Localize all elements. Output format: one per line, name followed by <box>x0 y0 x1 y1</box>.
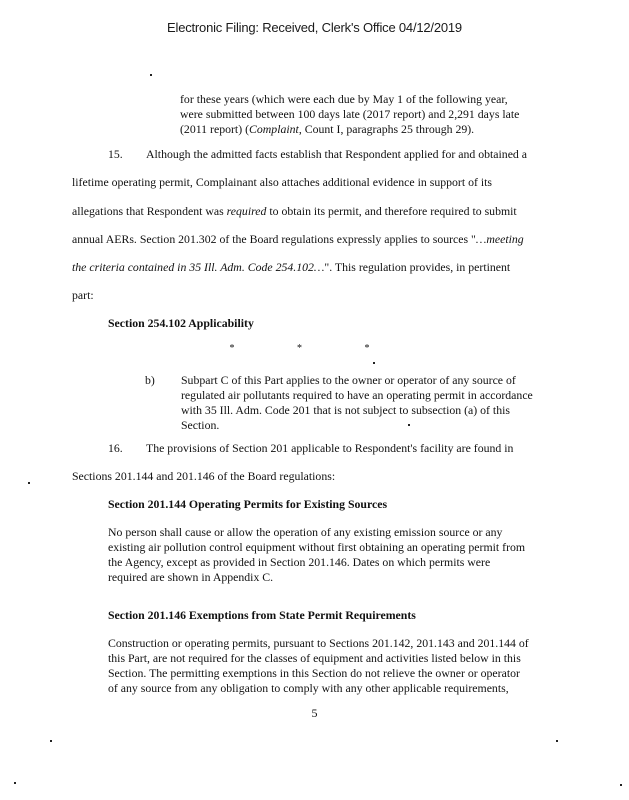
quote-line: the Agency, except as provided in Section 201.146. Dates on which permits were <box>108 555 491 569</box>
quote-line: with 35 Ill. Adm. Code 201 that is not subject to subsection (a) of this <box>181 403 510 417</box>
quote-line: Construction or operating permits, pursuant to Sections 201.142, 201.143 and 201.144 of <box>108 636 529 650</box>
section-254-102-text <box>181 373 561 433</box>
ellipsis-stars: * * * <box>229 343 400 354</box>
scan-speck <box>150 74 152 76</box>
quote-line: were submitted between 100 days late (2017 report) and 2,291 days late <box>180 107 520 121</box>
quote-line: Section. <box>181 418 220 432</box>
quote-line: (2011 report) (Complaint, Count I, paragraphs 25 through 29). <box>180 122 475 136</box>
paragraph-line: 15. Although the admitted facts establish that Respondent applied for and obtained a <box>72 140 572 168</box>
filing-stamp-header: Electronic Filing: Received, Clerk's Office 04/12/2019 <box>167 20 462 35</box>
scan-speck <box>28 482 30 484</box>
scan-speck <box>556 740 558 742</box>
subsection-label-b: b) <box>145 373 155 387</box>
quote-line: existing air pollution control equipment without first obtaining an operating permit from <box>108 540 526 554</box>
quote-line: Section. The permitting exemptions in this Section do not relieve the owner or operator <box>108 666 520 680</box>
section-254-102-heading: Section 254.102 Applicability <box>108 316 254 330</box>
paragraph-line: part: <box>72 288 94 303</box>
paragraph-line: lifetime operating permit, Complainant also attaches additional evidence in support of its <box>72 175 492 190</box>
paragraph-line: the criteria contained in 35 Ill. Adm. Code 254.102…". This regulation provides, in pertinent <box>72 260 511 275</box>
paragraph-16 <box>72 434 572 491</box>
section-201-144-text <box>108 525 568 585</box>
section-201-144-heading: Section 201.144 Operating Permits for Existing Sources <box>108 497 388 511</box>
scan-speck <box>620 784 622 786</box>
quote-line: required are shown in Appendix C. <box>108 570 274 584</box>
scan-speck <box>50 740 52 742</box>
quote-line: regulated air pollutants required to have an operating permit in accordance <box>181 388 533 402</box>
paragraph-line: 16. The provisions of Section 201 applicable to Respondent's facility are found in <box>72 434 572 462</box>
quote-line: No person shall cause or allow the operation of any existing emission source or any <box>108 525 503 539</box>
quote-line: Subpart C of this Part applies to the owner or operator of any source of <box>181 373 516 387</box>
section-201-146-text <box>108 636 578 696</box>
paragraph-15 <box>72 140 572 310</box>
paragraph-number: 16. <box>108 441 123 455</box>
quote-line: for these years (which were each due by May 1 of the following year, <box>180 92 508 106</box>
scan-speck <box>14 782 16 784</box>
paragraph-number: 15. <box>108 147 123 161</box>
section-201-146-heading: Section 201.146 Exemptions from State Permit Requirements <box>108 608 416 622</box>
scan-speck <box>373 362 375 364</box>
page-number: 5 <box>311 706 318 720</box>
quote-line: this Part, are not required for the classes of equipment and activities listed below in this <box>108 651 521 665</box>
complaint-quote-block <box>180 92 560 137</box>
paragraph-line: annual AERs. Section 201.302 of the Board regulations expressly applies to sources "…meeting <box>72 231 524 246</box>
paragraph-line: Sections 201.144 and 201.146 of the Board regulations: <box>72 469 336 484</box>
paragraph-line: allegations that Respondent was required to obtain its permit, and therefore required to submit <box>72 203 517 218</box>
scan-speck <box>408 424 410 426</box>
quote-line: of any source from any obligation to comply with any other applicable requirements, <box>108 681 509 695</box>
